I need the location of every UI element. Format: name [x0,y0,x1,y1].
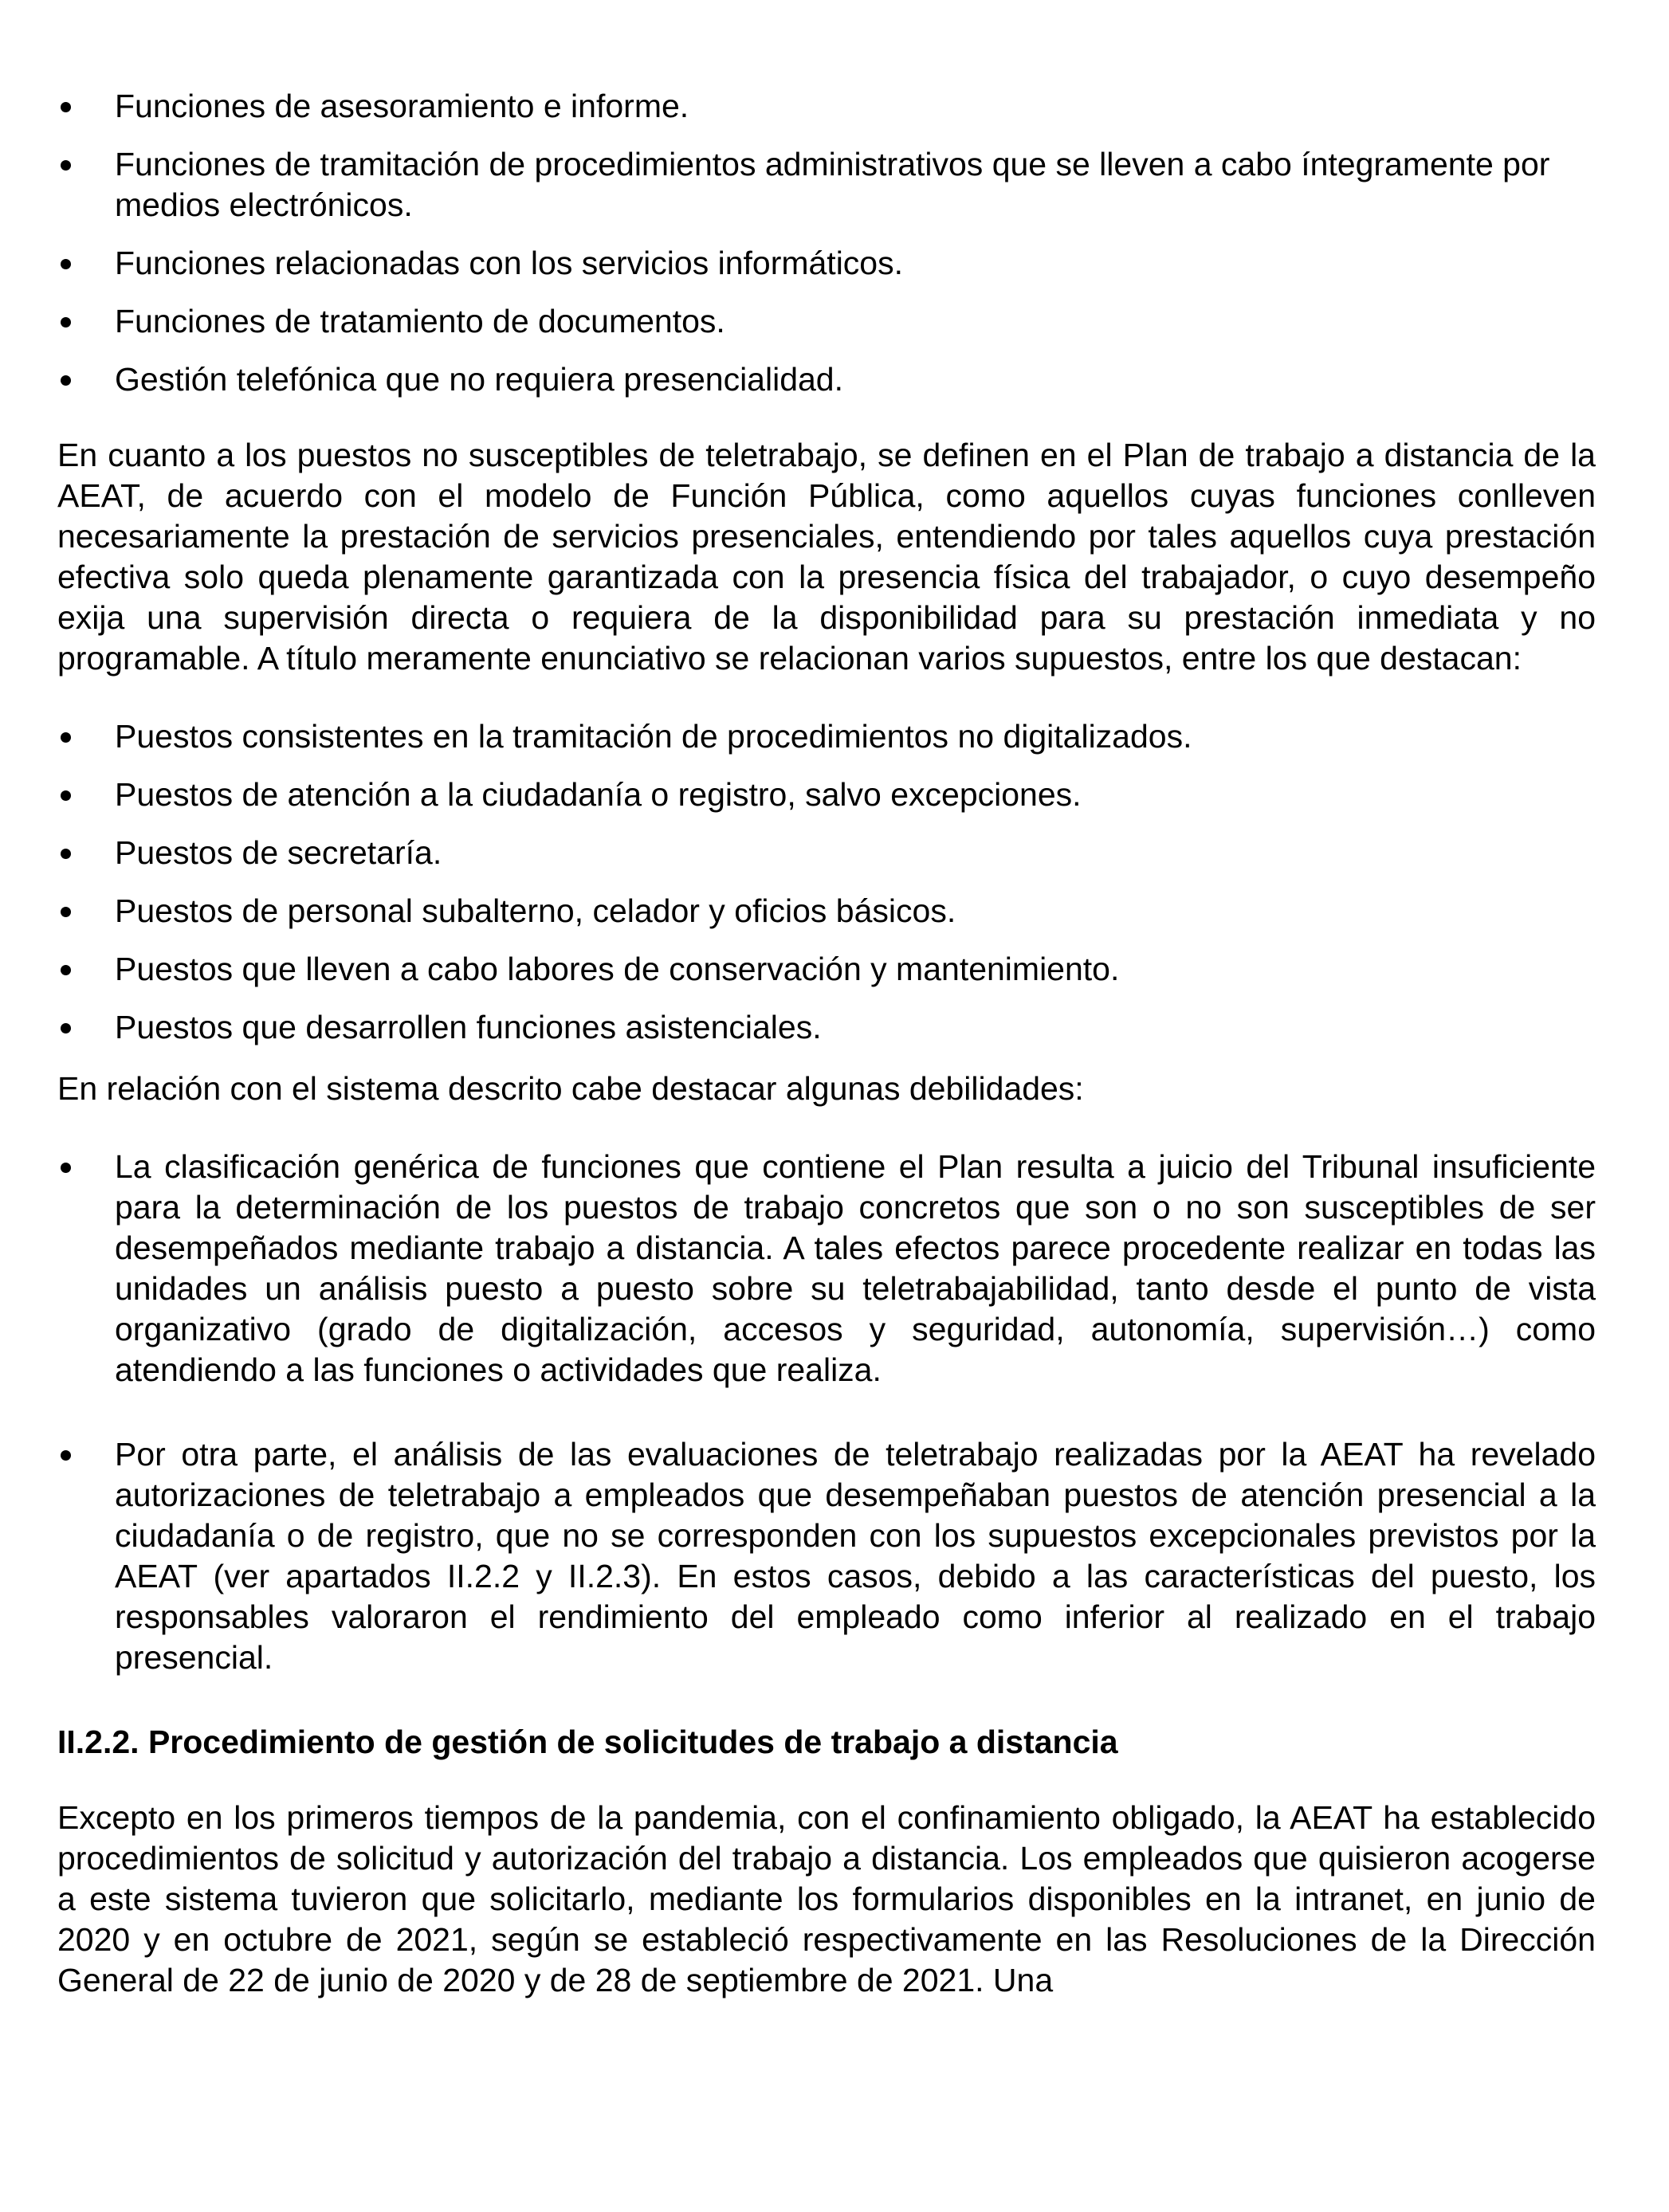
list-item: Puestos de secretaría. [57,833,1596,873]
functions-list [57,86,1596,400]
document-page [57,86,1596,2001]
paragraph-weaknesses-intro: En relación con el sistema descrito cabe destacar algunas debilidades: [57,1070,1084,1107]
section-heading: II.2.2. Procedimiento de gestión de solicitudes de trabajo a distancia [57,1724,1118,1760]
list-item: Por otra parte, el análisis de las evaluaciones de teletrabajo realizadas por la AEAT ha revelado autorizaciones de teletrabajo a empleados que desempeñaban puestos de atención presencial a la ciudadanía o de registro, que no se corresponden con los supuestos excepcionales previstos por la AEAT (ver apartados II.2.2 y II.2.3). En estos casos, debido a las características del puesto, los responsables valoraron el rendimiento del empleado como inferior al realizado en el trabajo presencial. [57,1434,1596,1678]
list-item: Puestos de atención a la ciudadanía o registro, salvo excepciones. [57,775,1596,815]
list-item: Puestos que desarrollen funciones asistenciales. [57,1007,1596,1048]
list-item: Funciones de asesoramiento e informe. [57,86,1596,127]
positions-list [57,716,1596,1048]
list-item: Funciones de tramitación de procedimientos administrativos que se lleven a cabo íntegramente por medios electrónicos. [57,144,1596,226]
paragraph-procedure: Excepto en los primeros tiempos de la pandemia, con el confinamiento obligado, la AEAT ha establecido procedimientos de solicitud y autorización del trabajo a distancia. Los empleados que quisieron acogerse a este sistema tuvieron que solicitarlo, mediante los formularios disponibles en la intranet, en junio de 2020 y en octubre de 2021, según se estableció respectivamente en las Resoluciones de la Dirección General de 22 de junio de 2020 y de 28 de septiembre de 2021. Una [57,1799,1596,1998]
list-item: Gestión telefónica que no requiera presencialidad. [57,359,1596,400]
weaknesses-list [57,1147,1596,1678]
list-item: Puestos consistentes en la tramitación de procedimientos no digitalizados. [57,716,1596,757]
paragraph-non-teleworkable: En cuanto a los puestos no susceptibles de teletrabajo, se definen en el Plan de trabajo a distancia de la AEAT, de acuerdo con el modelo de Función Pública, como aquellos cuyas funciones conlleven necesariamente la prestación de servicios presenciales, entendiendo por tales aquellos cuya prestación efectiva solo queda plenamente garantizada con la presencia física del trabajador, o cuyo desempeño exija una supervisión directa o requiera de la disponibilidad para su prestación inmediata y no programable. A título meramente enunciativo se relacionan varios supuestos, entre los que destacan: [57,437,1596,677]
list-item: Puestos de personal subalterno, celador y oficios básicos. [57,891,1596,931]
list-item: La clasificación genérica de funciones que contiene el Plan resulta a juicio del Tribunal insuficiente para la determinación de los puestos de trabajo concretos que son o no son susceptibles de ser desempeñados mediante trabajo a distancia. A tales efectos parece procedente realizar en todas las unidades un análisis puesto a puesto sobre su teletrabajabilidad, tanto desde el punto de vista organizativo (grado de digitalización, accesos y seguridad, autonomía, supervisión…) como atendiendo a las funciones o actividades que realiza. [57,1147,1596,1390]
list-item: Funciones de tratamiento de documentos. [57,301,1596,342]
list-item: Funciones relacionadas con los servicios informáticos. [57,243,1596,284]
list-item: Puestos que lleven a cabo labores de conservación y mantenimiento. [57,949,1596,990]
